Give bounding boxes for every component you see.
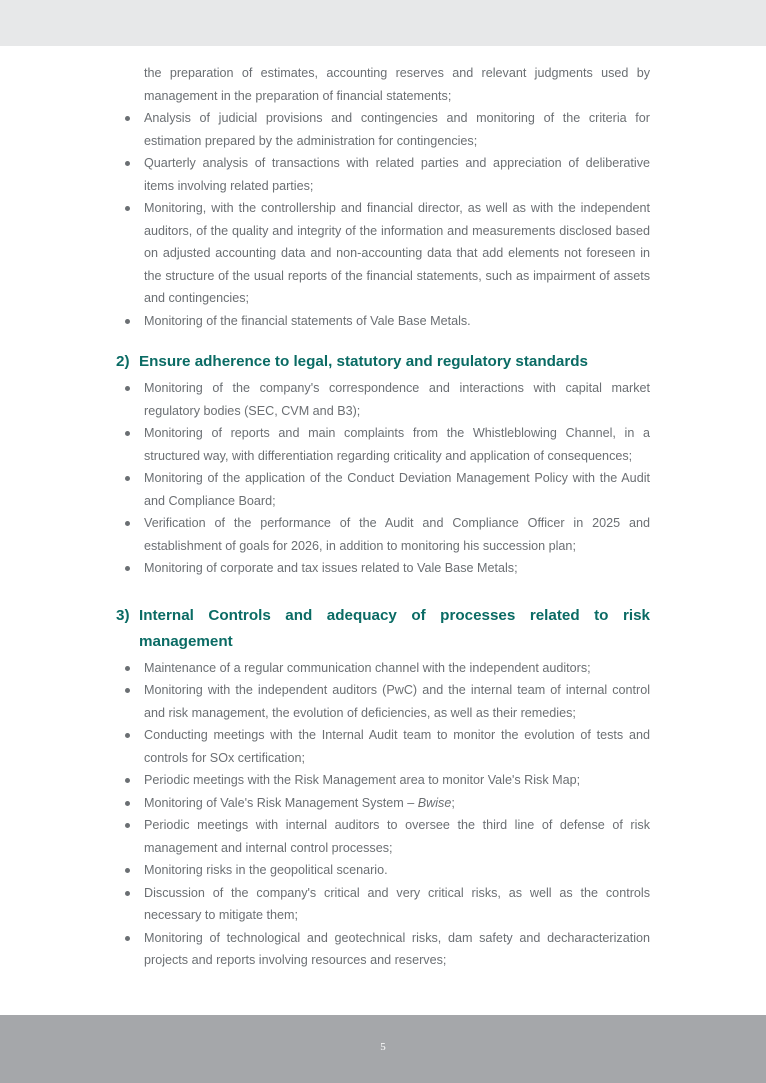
section3-title: Internal Controls and adequacy of processes related to risk management — [139, 606, 650, 650]
section2-list — [0, 377, 766, 580]
list-item: Periodic meetings with the Risk Management area to monitor Vale's Risk Map; — [144, 769, 650, 792]
list-item: Periodic meetings with internal auditors to oversee the third line of defense of risk management and internal control processes; — [144, 814, 650, 859]
page-number: 5 — [380, 1041, 386, 1053]
list-item-bwise — [144, 792, 650, 815]
list-item: Monitoring of the financial statements of Vale Base Metals. — [144, 310, 650, 333]
list-item: Monitoring with the independent auditors (PwC) and the internal team of internal control and risk management, the evolution of deficiencies, as well as their remedies; — [144, 679, 650, 724]
bwise-name: Bwise — [417, 795, 452, 810]
list-item: Analysis of judicial provisions and contingencies and monitoring of the criteria for estimation prepared by the administration for contingencies; — [144, 107, 650, 152]
list-item: Monitoring, with the controllership and financial director, as well as with the independent auditors, of the quality and integrity of the information and measurements disclosed based on adjusted accounting data and non-accounting data that add elements not foreseen in the structure of the usual reports of the financial statements, such as impairment of assets and contingencies; — [144, 197, 650, 310]
section2-title: Ensure adherence to legal, statutory and regulatory standards — [139, 353, 588, 370]
list-item: Conducting meetings with the Internal Audit team to monitor the evolution of tests and controls for SOx certification; — [144, 724, 650, 769]
section3-heading — [116, 603, 650, 655]
list-item: Discussion of the company's critical and very critical risks, as well as the controls necessary to mitigate them; — [144, 882, 650, 927]
intro-continuation: the preparation of estimates, accounting reserves and relevant judgments used by management in the preparation of financial statements; — [144, 66, 650, 103]
section2-heading — [116, 349, 650, 375]
header-band — [0, 0, 766, 46]
list-item: Monitoring of reports and main complaints from the Whistleblowing Channel, in a structured way, with differentiation regarding criticality and application of consequences; — [144, 422, 650, 467]
list-item: Maintenance of a regular communication channel with the independent auditors; — [144, 657, 650, 680]
section3-list — [0, 657, 766, 972]
list-item: Monitoring of technological and geotechnical risks, dam safety and decharacterization projects and reports involving resources and reserves; — [144, 927, 650, 972]
list-item: Verification of the performance of the Audit and Compliance Officer in 2025 and establishment of goals for 2026, in addition to monitoring his succession plan; — [144, 512, 650, 557]
list-item: Monitoring risks in the geopolitical scenario. — [144, 859, 650, 882]
bwise-prefix: Monitoring of Vale's Risk Management System – — [144, 795, 418, 810]
list-item: Monitoring of the application of the Conduct Deviation Management Policy with the Audit and Compliance Board; — [144, 467, 650, 512]
section2-number: 2) — [116, 353, 130, 370]
list-item: Monitoring of corporate and tax issues related to Vale Base Metals; — [144, 557, 650, 580]
section3-number: 3) — [116, 606, 130, 624]
list-item: Monitoring of the company's correspondence and interactions with capital market regulatory bodies (SEC, CVM and B3); — [144, 377, 650, 422]
list-item: Quarterly analysis of transactions with related parties and appreciation of deliberative items involving related parties; — [144, 152, 650, 197]
document-body — [0, 62, 766, 972]
bwise-suffix: ; — [451, 795, 455, 810]
section1-list — [0, 107, 766, 332]
